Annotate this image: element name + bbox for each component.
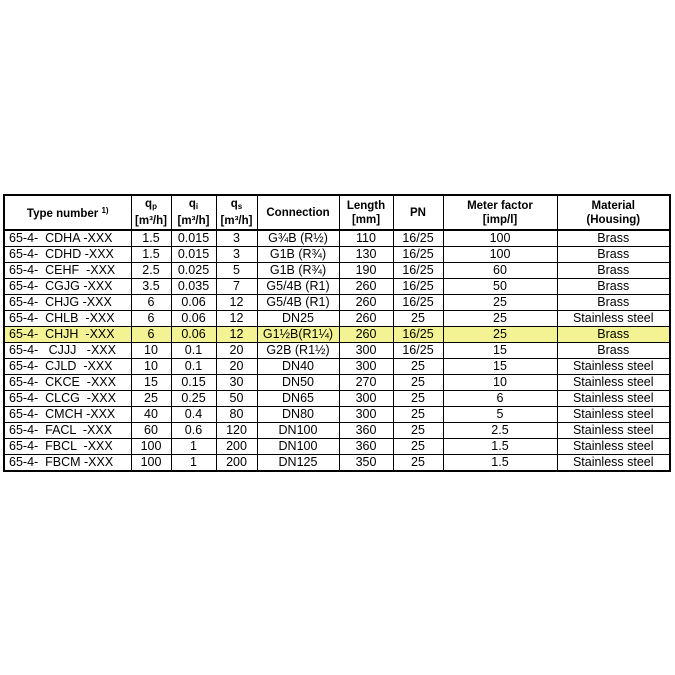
cell-type-number: 65-4- CEHF -XXX: [4, 263, 131, 279]
cell-meter-factor: 100: [443, 247, 557, 263]
header-pn: [393, 195, 443, 230]
cell-meter-factor: 25: [443, 327, 557, 343]
cell-material: Stainless steel: [557, 311, 670, 327]
cell-pn: 16/25: [393, 247, 443, 263]
table-row: [4, 375, 670, 391]
cell-qi: 0.15: [171, 375, 216, 391]
cell-connection: G¾B (R½): [257, 230, 339, 247]
cell-connection: DN100: [257, 439, 339, 455]
cell-meter-factor: 50: [443, 279, 557, 295]
header-material-label: Material: [591, 199, 635, 212]
header-qp-sub: p: [152, 202, 157, 211]
cell-qi: 0.035: [171, 279, 216, 295]
cell-pn: 25: [393, 311, 443, 327]
table-row: [4, 295, 670, 311]
cell-material: Brass: [557, 327, 670, 343]
cell-length: 260: [339, 327, 393, 343]
table-row-highlighted: [4, 327, 670, 343]
cell-connection: DN80: [257, 407, 339, 423]
cell-length: 260: [339, 311, 393, 327]
header-qs-unit: [m³/h]: [220, 215, 253, 227]
cell-pn: 16/25: [393, 230, 443, 247]
table-header-row: [4, 195, 670, 230]
cell-qs: 20: [216, 343, 257, 359]
spec-table-container: [3, 194, 669, 472]
header-meter-factor-unit: [imp/l]: [482, 213, 518, 226]
cell-connection: DN25: [257, 311, 339, 327]
cell-qs: 80: [216, 407, 257, 423]
cell-qi: 0.25: [171, 391, 216, 407]
cell-pn: 25: [393, 455, 443, 472]
cell-meter-factor: 10: [443, 375, 557, 391]
cell-qs: 120: [216, 423, 257, 439]
cell-qs: 12: [216, 311, 257, 327]
cell-material: Brass: [557, 247, 670, 263]
cell-pn: 25: [393, 375, 443, 391]
cell-qi: 0.025: [171, 263, 216, 279]
cell-qs: 50: [216, 391, 257, 407]
cell-meter-factor: 2.5: [443, 423, 557, 439]
cell-material: Stainless steel: [557, 359, 670, 375]
cell-qi: 0.4: [171, 407, 216, 423]
cell-meter-factor: 60: [443, 263, 557, 279]
cell-material: Brass: [557, 279, 670, 295]
cell-connection: G2B (R1½): [257, 343, 339, 359]
cell-length: 260: [339, 279, 393, 295]
cell-type-number: 65-4- FBCM -XXX: [4, 455, 131, 472]
cell-qp: 10: [131, 359, 171, 375]
cell-length: 130: [339, 247, 393, 263]
header-type-number: [4, 195, 131, 230]
cell-material: Brass: [557, 343, 670, 359]
table-row: [4, 247, 670, 263]
table-row: [4, 230, 670, 247]
cell-connection: G5/4B (R1): [257, 279, 339, 295]
cell-type-number: 65-4- FACL -XXX: [4, 423, 131, 439]
header-type-number-label: Type number: [26, 208, 99, 220]
cell-qs: 3: [216, 230, 257, 247]
cell-qs: 200: [216, 439, 257, 455]
table-row: [4, 391, 670, 407]
header-material: [557, 195, 670, 230]
cell-qi: 0.015: [171, 230, 216, 247]
header-qi-unit: [m³/h]: [177, 215, 210, 227]
header-qi-base: q: [188, 198, 196, 210]
cell-qi: 0.1: [171, 359, 216, 375]
cell-qp: 6: [131, 327, 171, 343]
cell-material: Brass: [557, 295, 670, 311]
cell-length: 260: [339, 295, 393, 311]
cell-qi: 0.06: [171, 327, 216, 343]
cell-type-number: 65-4- CLCG -XXX: [4, 391, 131, 407]
table-row: [4, 423, 670, 439]
cell-material: Stainless steel: [557, 407, 670, 423]
cell-pn: 25: [393, 407, 443, 423]
cell-connection: DN125: [257, 455, 339, 472]
cell-length: 110: [339, 230, 393, 247]
cell-qp: 1.5: [131, 230, 171, 247]
cell-qi: 0.6: [171, 423, 216, 439]
table-body: [4, 230, 670, 471]
cell-connection: DN50: [257, 375, 339, 391]
cell-type-number: 65-4- CHLB -XXX: [4, 311, 131, 327]
cell-qs: 12: [216, 327, 257, 343]
table-row: [4, 407, 670, 423]
header-material-sub: (Housing): [586, 213, 641, 226]
cell-meter-factor: 1.5: [443, 439, 557, 455]
cell-material: Brass: [557, 263, 670, 279]
cell-meter-factor: 6: [443, 391, 557, 407]
table-row: [4, 311, 670, 327]
cell-material: Brass: [557, 230, 670, 247]
cell-connection: DN65: [257, 391, 339, 407]
cell-pn: 25: [393, 359, 443, 375]
cell-connection: DN40: [257, 359, 339, 375]
cell-length: 270: [339, 375, 393, 391]
cell-connection: G1B (R¾): [257, 247, 339, 263]
cell-qp: 6: [131, 311, 171, 327]
cell-length: 190: [339, 263, 393, 279]
cell-qp: 60: [131, 423, 171, 439]
cell-meter-factor: 15: [443, 343, 557, 359]
cell-pn: 16/25: [393, 263, 443, 279]
table-row: [4, 263, 670, 279]
cell-qs: 3: [216, 247, 257, 263]
cell-qs: 12: [216, 295, 257, 311]
cell-qi: 0.06: [171, 295, 216, 311]
cell-qs: 200: [216, 455, 257, 472]
cell-meter-factor: 1.5: [443, 455, 557, 472]
header-connection-label: Connection: [266, 206, 330, 219]
cell-length: 300: [339, 407, 393, 423]
header-qp: [131, 195, 171, 230]
cell-meter-factor: 25: [443, 311, 557, 327]
cell-qp: 6: [131, 295, 171, 311]
header-qp-unit: [m³/h]: [135, 215, 167, 227]
cell-length: 360: [339, 423, 393, 439]
cell-type-number: 65-4- CHJG -XXX: [4, 295, 131, 311]
cell-material: Stainless steel: [557, 375, 670, 391]
cell-type-number: 65-4- FBCL -XXX: [4, 439, 131, 455]
cell-qs: 5: [216, 263, 257, 279]
cell-length: 300: [339, 359, 393, 375]
cell-length: 300: [339, 343, 393, 359]
cell-type-number: 65-4- CJJJ -XXX: [4, 343, 131, 359]
cell-connection: G5/4B (R1): [257, 295, 339, 311]
cell-qp: 100: [131, 455, 171, 472]
cell-qs: 30: [216, 375, 257, 391]
cell-qp: 100: [131, 439, 171, 455]
cell-meter-factor: 5: [443, 407, 557, 423]
cell-type-number: 65-4- CMCH -XXX: [4, 407, 131, 423]
cell-material: Stainless steel: [557, 439, 670, 455]
header-meter-factor-label: Meter factor: [467, 199, 533, 212]
cell-material: Stainless steel: [557, 391, 670, 407]
cell-meter-factor: 100: [443, 230, 557, 247]
header-type-number-footnote: 1): [101, 206, 109, 215]
header-qs-base: q: [230, 198, 238, 210]
cell-qi: 1: [171, 439, 216, 455]
meter-spec-table: [3, 194, 671, 472]
table-row: [4, 279, 670, 295]
cell-pn: 25: [393, 391, 443, 407]
cell-material: Stainless steel: [557, 423, 670, 439]
cell-connection: DN100: [257, 423, 339, 439]
cell-connection: G1½B(R1¼): [257, 327, 339, 343]
table-row: [4, 455, 670, 472]
cell-length: 360: [339, 439, 393, 455]
cell-meter-factor: 15: [443, 359, 557, 375]
cell-qp: 10: [131, 343, 171, 359]
cell-qs: 20: [216, 359, 257, 375]
cell-type-number: 65-4- CDHD -XXX: [4, 247, 131, 263]
cell-qp: 40: [131, 407, 171, 423]
cell-type-number: 65-4- CGJG -XXX: [4, 279, 131, 295]
header-qp-base: q: [145, 198, 153, 210]
cell-pn: 25: [393, 423, 443, 439]
cell-qi: 1: [171, 455, 216, 472]
header-pn-label: PN: [410, 206, 426, 219]
cell-qi: 0.1: [171, 343, 216, 359]
cell-length: 350: [339, 455, 393, 472]
table-row: [4, 343, 670, 359]
cell-pn: 16/25: [393, 327, 443, 343]
header-connection: [257, 195, 339, 230]
header-length: [339, 195, 393, 230]
header-length-label: Length: [346, 199, 386, 212]
table-row: [4, 359, 670, 375]
header-meter-factor: [443, 195, 557, 230]
cell-material: Stainless steel: [557, 455, 670, 472]
cell-qp: 15: [131, 375, 171, 391]
cell-type-number: 65-4- CDHA -XXX: [4, 230, 131, 247]
cell-qp: 25: [131, 391, 171, 407]
header-qs: [216, 195, 257, 230]
cell-qp: 3.5: [131, 279, 171, 295]
table-row: [4, 439, 670, 455]
cell-pn: 16/25: [393, 279, 443, 295]
cell-type-number: 65-4- CKCE -XXX: [4, 375, 131, 391]
cell-pn: 25: [393, 439, 443, 455]
cell-type-number: 65-4- CJLD -XXX: [4, 359, 131, 375]
cell-qs: 7: [216, 279, 257, 295]
cell-pn: 16/25: [393, 343, 443, 359]
header-qi-sub: i: [195, 202, 199, 211]
cell-qi: 0.015: [171, 247, 216, 263]
cell-length: 300: [339, 391, 393, 407]
cell-qp: 2.5: [131, 263, 171, 279]
cell-meter-factor: 25: [443, 295, 557, 311]
header-qs-sub: s: [237, 202, 243, 211]
cell-pn: 16/25: [393, 295, 443, 311]
cell-type-number: 65-4- CHJH -XXX: [4, 327, 131, 343]
cell-connection: G1B (R¾): [257, 263, 339, 279]
header-length-unit: [mm]: [351, 213, 381, 226]
cell-qp: 1.5: [131, 247, 171, 263]
cell-qi: 0.06: [171, 311, 216, 327]
header-qi: [171, 195, 216, 230]
